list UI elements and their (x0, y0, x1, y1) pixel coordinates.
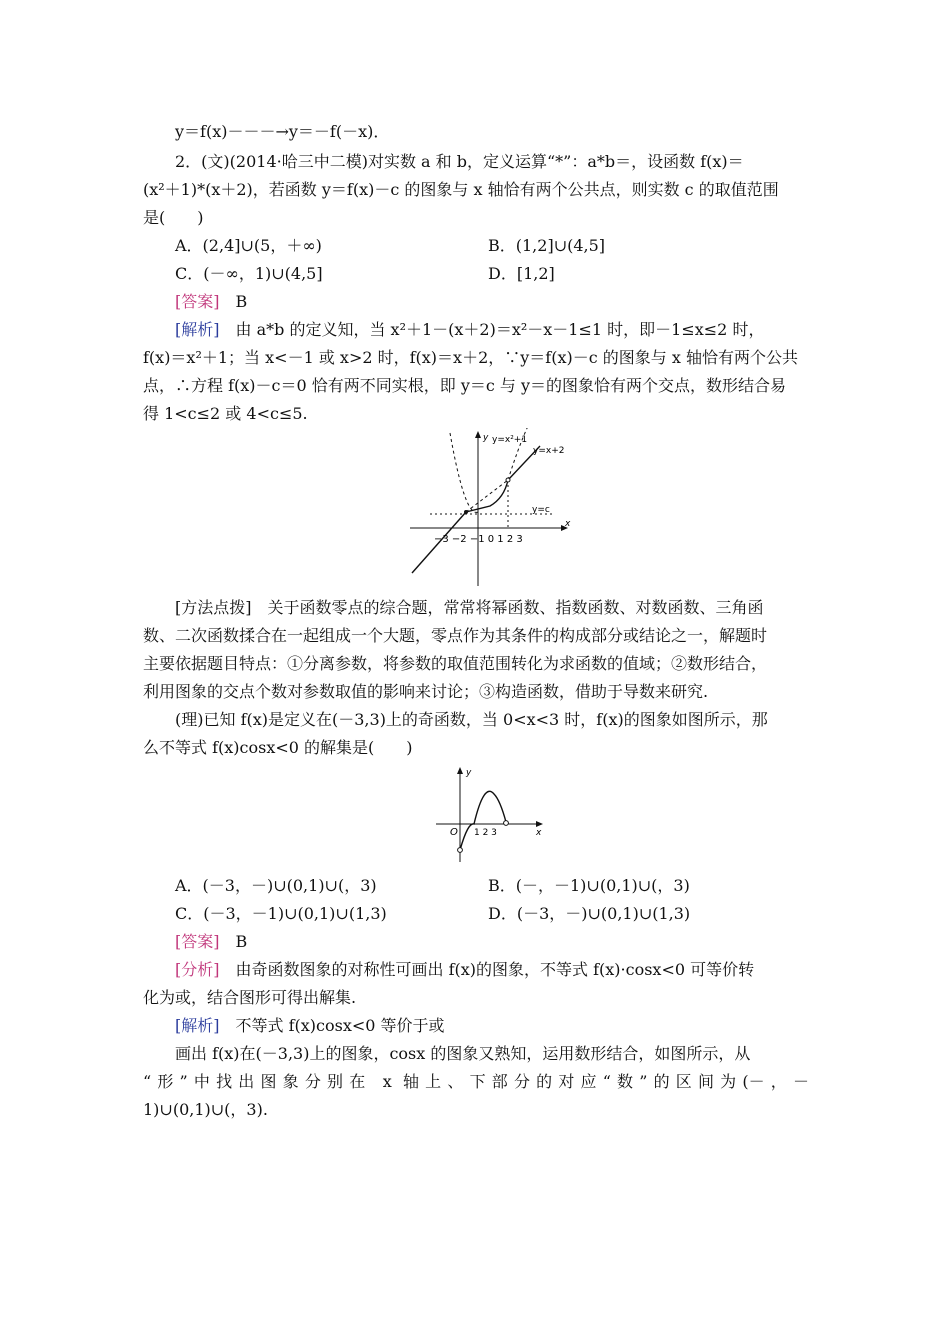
fenxi-tag: [分析] (175, 960, 220, 979)
y-axis-arrow (457, 767, 463, 774)
tick-labels: −3 −2 −1 0 1 2 3 (434, 534, 523, 545)
answer-line (175, 932, 247, 952)
y-axis-label: y (466, 768, 472, 778)
answer-value: B (219, 932, 248, 951)
text-line: 数、二次函数揉合在一起组成一个大题，零点作为其条件的构成部分或结论之一，解题时 (143, 626, 768, 645)
junction-point (464, 510, 468, 514)
text-line: 主要依据题目特点：①分离参数，将参数的取值范围转化为求函数的值域；②数形结合， (143, 654, 768, 673)
origin-label: O (450, 827, 458, 838)
question-2-stem: 2．(文)(2014·哈三中二模)对实数 a 和 b，定义运算“*”：a*b＝，设函数 f(x)＝ (175, 152, 744, 171)
label-y-equals-c: y=c (532, 505, 550, 515)
text-line: 化为或，结合图形可得出解集. (143, 988, 357, 1007)
junction-point-open (506, 478, 510, 482)
analysis-line (175, 320, 764, 340)
answer-tag: [答案] (175, 932, 220, 951)
option-a: A．(－3，－)∪(0,1)∪(，3) (175, 876, 377, 895)
answer-line (175, 292, 247, 312)
text-line: “形”中找出图象分别在 x 轴上、下部分的对应“数”的区间为(－，－ (143, 1072, 809, 1091)
y-axis-label: y (483, 433, 489, 443)
text-line: f(x)＝x²＋1；当 x<－1 或 x>2 时，f(x)＝x＋2，∵y＝f(x)－c 的图象与 x 轴恰有两个公共 (143, 348, 798, 367)
figure-piecewise-graph (410, 428, 575, 588)
function-curve (460, 791, 506, 850)
analysis-line (175, 1016, 445, 1036)
figure-odd-function-graph (432, 764, 552, 864)
parabola-dashed-left (450, 433, 478, 512)
text-line: 是( ) (143, 208, 204, 227)
text-line: 点，∴方程 f(x)－c＝0 恰有两不同实根，即 y＝c 与 y＝的图象恰有两个交点，数形结合易 (143, 376, 787, 395)
text-line: 得 1<c≤2 或 4<c≤5. (143, 404, 308, 423)
option-b: B．(1,2]∪(4,5] (488, 236, 606, 255)
option-c: C．(－∞，1)∪(4,5] (175, 264, 323, 283)
x-axis-label: x (565, 519, 571, 529)
option-d: D．(－3，－)∪(0,1)∪(1,3) (488, 904, 691, 923)
analysis-tag: [解析] (175, 320, 220, 339)
analysis-tag: [解析] (175, 1016, 220, 1035)
question-li-stem: (理)已知 f(x)是定义在(－3,3)上的奇函数，当 0<x<3 时，f(x)的图象如图所示，那 (175, 710, 768, 729)
answer-tag: [答案] (175, 292, 220, 311)
option-d: D．[1,2] (488, 264, 555, 283)
text-line: 1)∪(0,1)∪(，3). (143, 1100, 268, 1119)
analysis-text: 不等式 f(x)cosx<0 等价于或 (219, 1016, 445, 1035)
text-line: (x²＋1)*(x＋2)，若函数 y＝f(x)－c 的图象与 x 轴恰有两个公共点，则实数 c 的取值范围 (143, 180, 779, 199)
analysis-text: 由 a*b 的定义知，当 x²＋1－(x＋2)＝x²－x－1≤1 时，即－1≤x≤2 时， (219, 320, 765, 339)
analysis-line (175, 960, 754, 980)
option-b: B．(－，－1)∪(0,1)∪(，3) (488, 876, 690, 895)
text-line: 利用图象的交点个数对参数取值的影响来讨论；③构造函数，借助于导数来研究. (143, 682, 709, 701)
option-c: C．(－3，－1)∪(0,1)∪(1,3) (175, 904, 387, 923)
x-axis-arrow (536, 821, 543, 827)
answer-value: B (219, 292, 248, 311)
fenxi-text: 由奇函数图象的对称性可画出 f(x)的图象，不等式 f(x)·cosx<0 可等价转 (219, 960, 755, 979)
open-endpoint-right (504, 821, 509, 826)
y-axis-arrow (475, 431, 481, 438)
open-endpoint-left (458, 848, 463, 853)
x-axis-label: x (536, 828, 542, 838)
text-line: y＝f(x)－－－→y＝－f(－x)． (175, 122, 390, 141)
label-line: y=x+2 (533, 446, 565, 456)
option-a: A．(2,4]∪(5，＋∞) (175, 236, 322, 255)
method-tip-line: [方法点拨] 关于函数零点的综合题，常常将幂函数、指数函数、对数函数、三角函 (175, 598, 764, 617)
text-line: 么不等式 f(x)cosx<0 的解集是( ) (143, 738, 413, 757)
tick-labels: 1 2 3 (474, 828, 497, 838)
label-parabola: y=x²+1 (492, 435, 528, 445)
text-line: 画出 f(x)在(－3,3)上的图象，cosx 的图象又熟知，运用数形结合，如图所示，从 (175, 1044, 751, 1063)
